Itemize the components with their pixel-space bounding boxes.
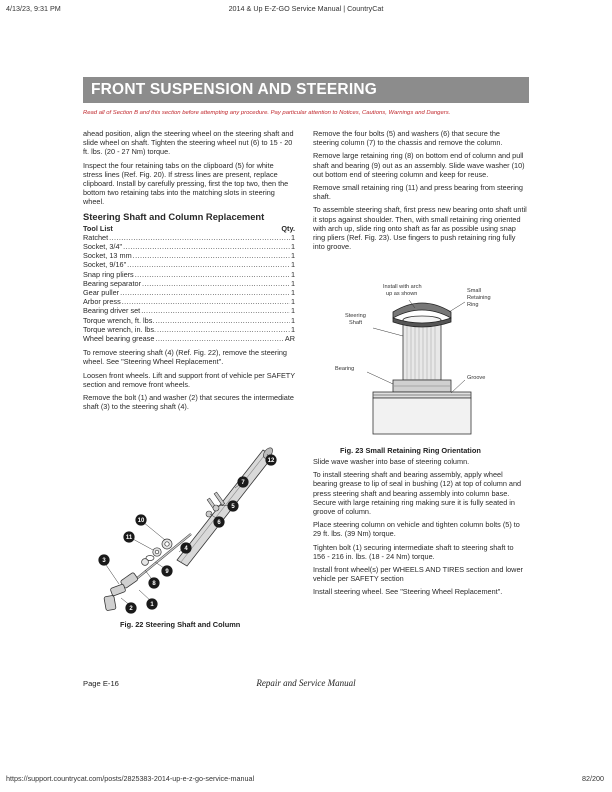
- dot-leader: [155, 334, 283, 343]
- tool-qty: 1: [290, 260, 295, 270]
- callout-number: 10: [137, 518, 145, 525]
- label-install-1: Install with arch: [383, 284, 422, 290]
- label-shaft-1: Steering: [345, 313, 366, 319]
- print-header: [0, 4, 612, 16]
- callout-number: 9: [165, 569, 169, 576]
- paragraph: Remove the four bolts (5) and washers (6) that secure the steering column (7) to the chassis and remove the column.: [313, 129, 503, 148]
- qty-label: Qty.: [281, 223, 295, 233]
- tool-row: [83, 325, 295, 334]
- callout-number: 11: [125, 535, 133, 542]
- steering-shaft-diagram: [95, 440, 290, 618]
- paragraph: ahead position, align the steering wheel on the steering shaft and slide wheel on shaft. Tighten the steering wheel nut (6) to 15 - 20 ft. lbs. (20 - 27 Nm) torque.: [83, 129, 294, 157]
- right-column-lower: [313, 457, 527, 601]
- tool-row: [83, 288, 295, 297]
- tool-qty: 1: [290, 315, 295, 325]
- tool-name: Gear puller: [83, 288, 120, 298]
- tool-name: Socket, 3/4": [83, 242, 123, 252]
- paragraph: Remove small retaining ring (11) and press bearing from steering shaft.: [313, 183, 523, 202]
- callout-number: 6: [217, 520, 221, 527]
- callout-number: 5: [231, 504, 235, 511]
- paragraph: Remove large retaining ring (8) on bottom end of column and pull shaft and bearing (9) out as an assembly. Slide wave washer (10) out bottom end of steering column and keep for reuse.: [313, 151, 525, 179]
- tool-qty: 1: [290, 288, 295, 298]
- callout-number: 2: [129, 606, 133, 613]
- paragraph: Tighten bolt (1) securing intermediate shaft to steering shaft to 156 - 216 in. lbs. (18 - 24 Nm) torque.: [313, 542, 514, 561]
- dot-leader: [109, 233, 290, 242]
- print-footer: [0, 774, 612, 786]
- right-column: [313, 129, 527, 255]
- dot-leader: [142, 279, 290, 288]
- paragraph: Inspect the four retaining tabs on the clipboard (5) for white stress lines (Ref. Fig. 20). If stress lines are present, replace clipboard. Install by carefully pressing, first the top two, then the bottom two retaining tabs into the matching slots in steering wheel.: [83, 160, 289, 207]
- paragraph: To remove steering shaft (4) (Ref. Fig. 22), remove the steering wheel. See "Steering Wheel Replacement".: [83, 348, 287, 367]
- small-retaining-ring: [393, 303, 451, 327]
- tool-row: [83, 251, 295, 260]
- tool-name: Torque wrench, in. lbs.: [83, 324, 157, 334]
- tool-qty: 1: [290, 297, 295, 307]
- dot-leader: [120, 288, 290, 297]
- label-groove: Groove: [467, 375, 486, 381]
- paragraph: Place steering column on vehicle and tighten column bolts (5) to 29 ft. lbs. (39 Nm) torque.: [313, 520, 520, 539]
- tool-list-header: [83, 224, 295, 233]
- callout-number: 8: [152, 581, 156, 588]
- tool-row: [83, 233, 295, 242]
- paragraph: Slide wave washer into base of steering column.: [313, 457, 470, 466]
- tool-name: Socket, 13 mm: [83, 251, 132, 261]
- manual-footer: [83, 678, 529, 690]
- tool-row: [83, 297, 295, 306]
- tool-row: [83, 334, 295, 343]
- tool-row: [83, 316, 295, 325]
- dot-leader: [157, 325, 290, 334]
- dot-leader: [127, 260, 290, 269]
- dot-leader: [155, 316, 290, 325]
- label-shaft-2: Shaft: [349, 320, 363, 326]
- tool-name: Ratchet: [83, 232, 109, 242]
- print-title: 2014 & Up E-Z-GO Service Manual | CountryCat: [228, 4, 384, 13]
- paragraph: To assemble steering shaft, first press new bearing onto shaft until it stops against shoulder. Then, with small retaining ring oriented with arch up, slide ring onto shaft as far as possible using snap ring pliers (Ref. Fig. 23). Use fingers to push retaining ring fully into groove.: [313, 205, 527, 252]
- tool-row: [83, 242, 295, 251]
- page-number: Page E-16: [83, 679, 119, 688]
- manual-title: Repair and Service Manual: [256, 678, 356, 688]
- label-bearing: Bearing: [335, 366, 355, 372]
- tool-name: Snap ring pliers: [83, 269, 134, 279]
- figure23-caption: Fig. 23 Small Retaining Ring Orientation: [340, 446, 481, 455]
- tool-row: [83, 270, 295, 279]
- print-date: 4/13/23, 9:31 PM: [6, 4, 61, 13]
- callout-number: 3: [102, 558, 106, 565]
- dot-leader: [135, 270, 290, 279]
- label-small-3: Ring: [467, 302, 479, 308]
- tool-qty: AR: [284, 334, 295, 344]
- tool-name: Socket, 9/16": [83, 260, 127, 270]
- column-base: [373, 392, 471, 434]
- paragraph: Remove the bolt (1) and washer (2) that secures the intermediate shaft (3) to the steering shaft (4).: [83, 393, 294, 412]
- tool-qty: 1: [290, 269, 295, 279]
- retaining-ring-diagram: [333, 280, 513, 435]
- label-install-2: up as shown: [386, 291, 418, 297]
- callout-number: 7: [241, 480, 245, 487]
- paragraph: Loosen front wheels. Lift and support front of vehicle per SAFETY section and remove front wheels.: [83, 370, 295, 389]
- dot-leader: [123, 242, 290, 251]
- tool-name: Bearing separator: [83, 278, 142, 288]
- callout-number: 4: [184, 546, 188, 553]
- tool-name: Arbor press: [83, 297, 121, 307]
- figure22-caption: Fig. 22 Steering Shaft and Column: [120, 620, 241, 629]
- callout-number: 1: [150, 602, 154, 609]
- tool-list: [83, 233, 295, 343]
- tool-name: Wheel bearing grease: [83, 334, 155, 344]
- tool-row: [83, 306, 295, 315]
- safety-warning: Read all of Section B and this section before attempting any procedure. Pay particular attention to Notices, Cautions, Warnings and Dangers.: [83, 110, 451, 116]
- paragraph: Install front wheel(s) per WHEELS AND TIRES section and lower vehicle per SAFETY section: [313, 565, 523, 584]
- steering-column: [177, 446, 274, 566]
- tool-qty: 1: [290, 324, 295, 334]
- label-small-2: Retaining: [467, 295, 491, 301]
- tool-list-label: Tool List: [83, 223, 113, 233]
- left-column: [83, 129, 295, 415]
- tool-qty: 1: [290, 251, 295, 261]
- print-page-count: 82/200: [582, 774, 604, 783]
- callout-number: 12: [267, 458, 275, 465]
- paragraph: Install steering wheel. See "Steering Wheel Replacement".: [313, 587, 503, 597]
- tool-qty: 1: [290, 306, 295, 316]
- tool-qty: 1: [290, 242, 295, 252]
- tool-name: Torque wrench, ft. lbs.: [83, 315, 155, 325]
- tool-name: Bearing driver set: [83, 306, 141, 316]
- tool-qty: 1: [290, 232, 295, 242]
- label-small-1: Small: [467, 288, 481, 294]
- tool-qty: 1: [290, 278, 295, 288]
- section-heading: Steering Shaft and Column Replacement: [83, 210, 265, 222]
- section-banner: FRONT SUSPENSION AND STEERING: [83, 77, 529, 103]
- print-url: https://support.countrycat.com/posts/2825383-2014-up-e-z-go-service-manual: [6, 774, 255, 783]
- bearing-drawing: [393, 380, 451, 392]
- paragraph: To install steering shaft and bearing assembly, apply wheel bearing grease to lip of seal in bushing (12) at top of column and press steering shaft and bearing assembly into column base. Secure with large retaining ring making sure it is fully seated in groove of column.: [313, 470, 522, 517]
- tool-row: [83, 279, 295, 288]
- tool-row: [83, 260, 295, 269]
- dot-leader: [141, 306, 290, 315]
- dot-leader: [122, 297, 290, 306]
- dot-leader: [133, 251, 290, 260]
